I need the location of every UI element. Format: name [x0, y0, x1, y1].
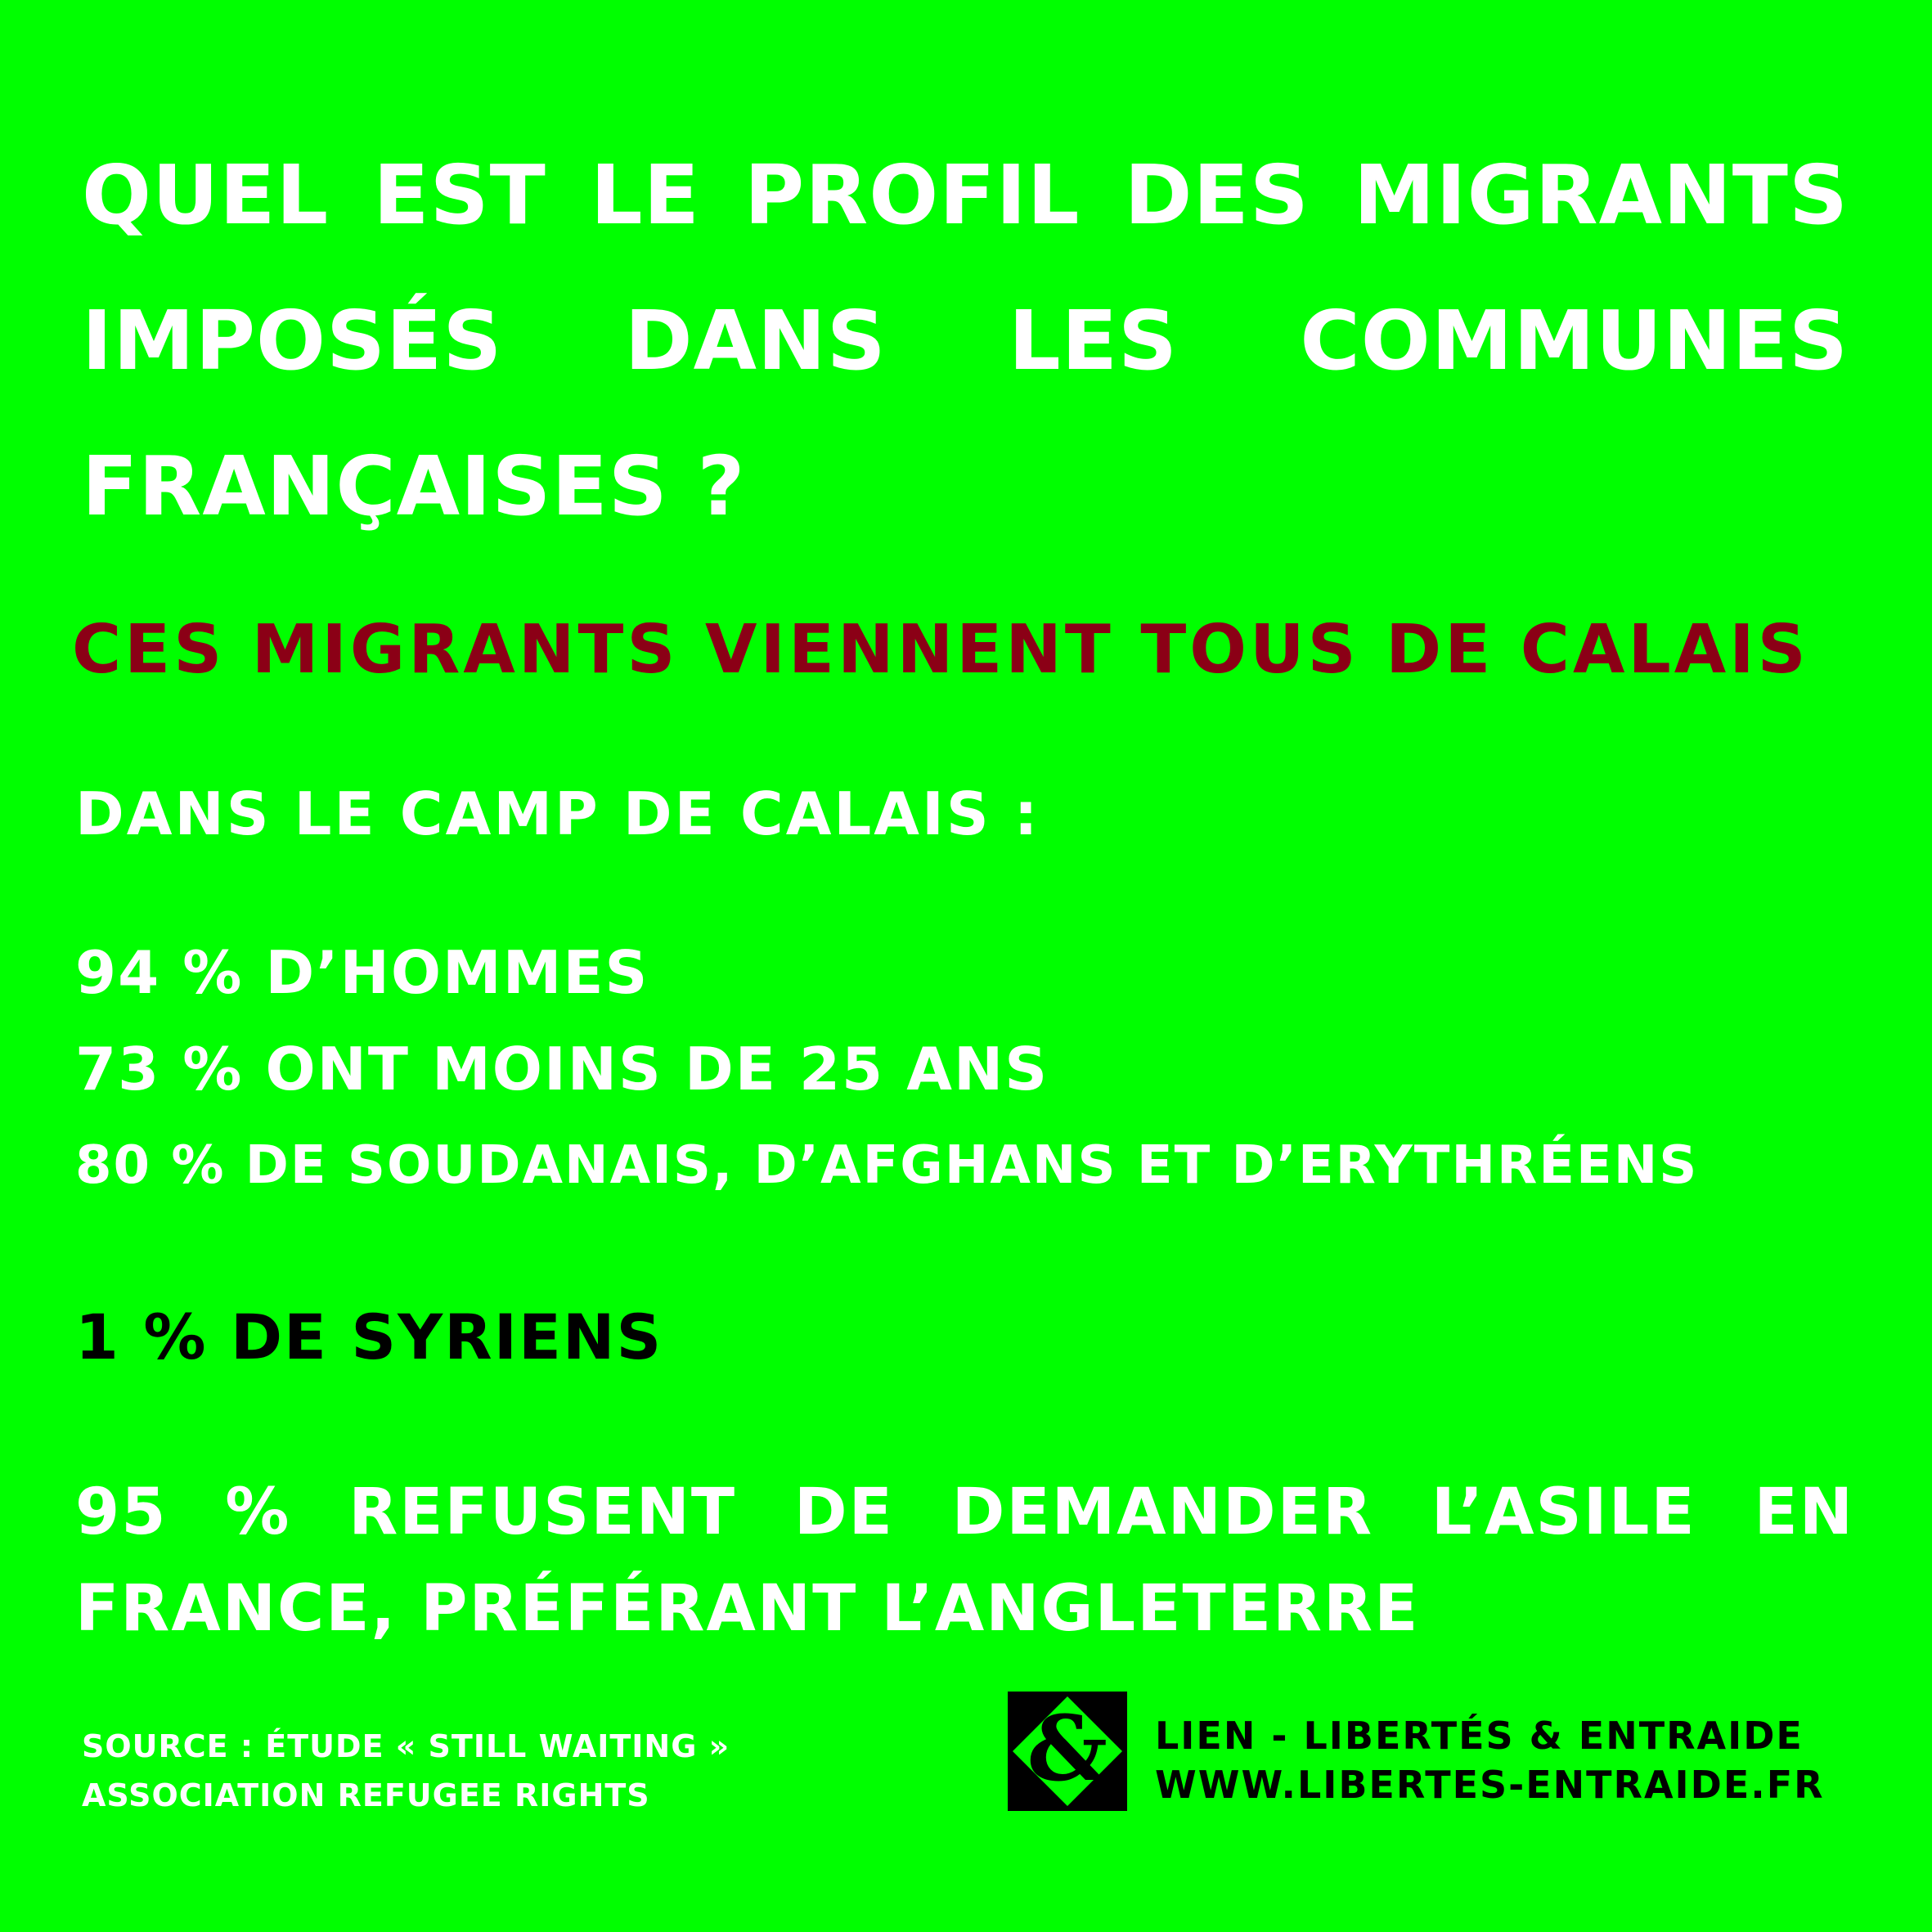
source-line-study: SOURCE : ÉTUDE « STILL WAITING »: [82, 1728, 730, 1764]
source-line-association: ASSOCIATION REFUGEE RIGHTS: [82, 1777, 650, 1813]
page-title: QUEL EST LE PROFIL DES MIGRANTS IMPOSÉS DANS LES COMMUNES FRANÇAISES ?: [82, 147, 1849, 534]
subtitle: CES MIGRANTS VIENNENT TOUS DE CALAIS: [72, 611, 1809, 689]
stat-men: 94 % D’HOMMES: [75, 938, 649, 1007]
stat-asylum: 95 % REFUSENT DE DEMANDER L’ASILE EN FRANCE, PRÉFÉRANT L’ANGLETERRE: [75, 1476, 1854, 1646]
organization-website[interactable]: WWW.LIBERTES-ENTRAIDE.FR: [1155, 1763, 1825, 1807]
organization-name: LIEN - LIBERTÉS & ENTRAIDE: [1155, 1714, 1804, 1758]
source-credit: [82, 1722, 730, 1820]
stat-nationalities: 80 % DE SOUDANAIS, D’AFGHANS ET D’ERYTHRÉENS: [75, 1135, 1699, 1196]
camp-heading: DANS LE CAMP DE CALAIS :: [75, 780, 1040, 848]
stat-under-25: 73 % ONT MOINS DE 25 ANS: [75, 1035, 1049, 1103]
stats-list: [75, 924, 1875, 1214]
stat-syrians: 1 % DE SYRIENS: [75, 1301, 663, 1373]
organization-info: [1155, 1711, 1825, 1809]
svg-text:&: &: [1027, 1696, 1108, 1801]
ampersand-logo-icon: [1008, 1692, 1127, 1811]
